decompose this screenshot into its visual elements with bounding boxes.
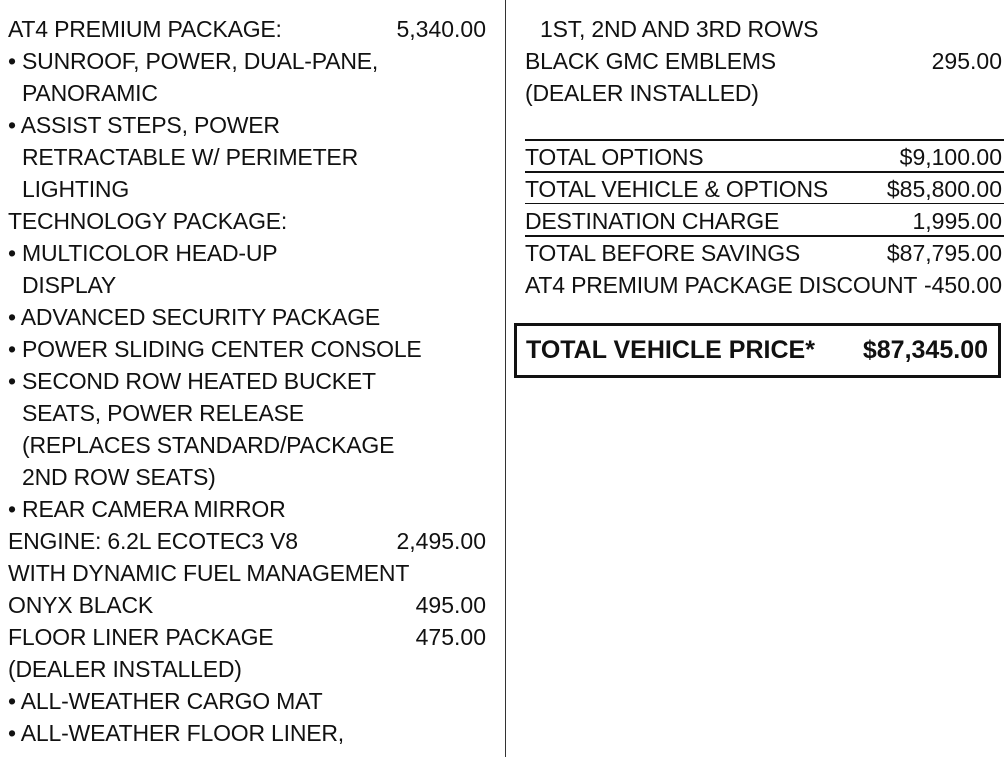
option-line: (REPLACES STANDARD/PACKAGE [22, 432, 395, 458]
option-line: • ALL-WEATHER CARGO MAT [8, 688, 323, 714]
summary-amount: 1,995.00 [912, 208, 1002, 234]
option-line: • ASSIST STEPS, POWER [8, 112, 280, 138]
option-line: 2ND ROW SEATS) [22, 464, 216, 490]
option-line: • ADVANCED SECURITY PACKAGE [8, 304, 381, 330]
option-line: • SUNROOF, POWER, DUAL-PANE, [8, 48, 379, 74]
option-amount: 295.00 [931, 48, 1002, 74]
summary-label: TOTAL OPTIONS [525, 144, 704, 170]
summary-label: DESTINATION CHARGE [525, 208, 780, 234]
option-amount: 495.00 [415, 592, 486, 618]
option-line: BLACK GMC EMBLEMS [525, 48, 776, 74]
option-line: • SECOND ROW HEATED BUCKET [8, 368, 376, 394]
summary-label: TOTAL BEFORE SAVINGS [525, 240, 801, 266]
summary-amount: -450.00 [923, 272, 1002, 298]
option-line: (DEALER INSTALLED) [525, 80, 759, 106]
option-line: (DEALER INSTALLED) [8, 656, 242, 682]
option-amount: 2,495.00 [396, 528, 486, 554]
option-line: • POWER SLIDING CENTER CONSOLE [8, 336, 422, 362]
option-line: • ALL-WEATHER FLOOR LINER, [8, 720, 344, 746]
option-line: FLOOR LINER PACKAGE [8, 624, 274, 650]
option-line: LIGHTING [22, 176, 130, 202]
option-line: TECHNOLOGY PACKAGE: [8, 208, 288, 234]
option-line: RETRACTABLE W/ PERIMETER [22, 144, 358, 170]
summary-label: TOTAL VEHICLE & OPTIONS [525, 176, 828, 202]
column-divider [505, 0, 506, 757]
summary-rule [525, 203, 1004, 204]
total-price-value: $87,345.00 [862, 336, 988, 364]
total-price-label: TOTAL VEHICLE PRICE* [526, 336, 815, 364]
option-line: ENGINE: 6.2L ECOTEC3 V8 [8, 528, 298, 554]
option-line: AT4 PREMIUM PACKAGE: [8, 16, 282, 42]
summary-amount: $85,800.00 [886, 176, 1002, 202]
option-line: ONYX BLACK [8, 592, 153, 618]
option-line: • REAR CAMERA MIRROR [8, 496, 286, 522]
option-line: PANORAMIC [22, 80, 158, 106]
option-amount: 5,340.00 [396, 16, 486, 42]
option-line: DISPLAY [22, 272, 117, 298]
option-amount: 475.00 [415, 624, 486, 650]
summary-amount: $9,100.00 [899, 144, 1002, 170]
summary-label: AT4 PREMIUM PACKAGE DISCOUNT [525, 272, 918, 298]
option-line: SEATS, POWER RELEASE [22, 400, 304, 426]
option-line: • MULTICOLOR HEAD-UP [8, 240, 278, 266]
total-vehicle-price-box [514, 323, 1001, 378]
option-line: 1ST, 2ND AND 3RD ROWS [540, 16, 819, 42]
option-line: WITH DYNAMIC FUEL MANAGEMENT [8, 560, 410, 586]
summary-amount: $87,795.00 [886, 240, 1002, 266]
